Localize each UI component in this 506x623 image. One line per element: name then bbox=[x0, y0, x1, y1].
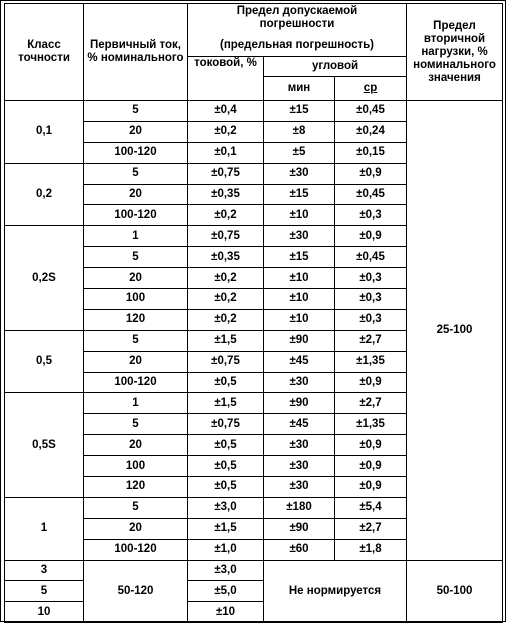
header-error-limit-title: Предел допускаемой погрешности bbox=[236, 5, 358, 30]
accuracy-class-cell: 0,5S bbox=[5, 393, 84, 497]
angle-rad-cell: ±1,35 bbox=[335, 414, 407, 435]
current-error-cell: ±0,5 bbox=[188, 435, 264, 456]
current-error-cell: ±0,2 bbox=[188, 309, 264, 330]
primary-current-cell: 20 bbox=[84, 268, 188, 289]
accuracy-class-cell: 10 bbox=[5, 602, 84, 623]
primary-current-cell: 20 bbox=[84, 121, 188, 142]
angle-not-normalized-cell: Не нормируется bbox=[264, 560, 407, 623]
current-error-cell: ±1,5 bbox=[188, 330, 264, 351]
secondary-load-tail-cell: 50-100 bbox=[407, 560, 503, 623]
header-primary-current: Первичный ток, % номинального bbox=[84, 4, 188, 101]
current-error-cell: ±0,4 bbox=[188, 101, 264, 122]
accuracy-class-cell: 0,2 bbox=[5, 163, 84, 226]
angle-min-cell: ±90 bbox=[264, 518, 335, 539]
accuracy-class-cell: 0,1 bbox=[5, 101, 84, 164]
current-error-cell: ±0,5 bbox=[188, 477, 264, 498]
primary-current-cell: 20 bbox=[84, 435, 188, 456]
accuracy-class-cell: 0,2S bbox=[5, 226, 84, 330]
current-error-cell: ±0,5 bbox=[188, 372, 264, 393]
current-error-cell: ±0,2 bbox=[188, 121, 264, 142]
angle-rad-cell: ±1,35 bbox=[335, 351, 407, 372]
primary-current-cell: 100-120 bbox=[84, 205, 188, 226]
accuracy-class-cell: 5 bbox=[5, 581, 84, 602]
angle-rad-cell: ±0,45 bbox=[335, 184, 407, 205]
primary-current-cell: 120 bbox=[84, 309, 188, 330]
primary-current-cell: 120 bbox=[84, 477, 188, 498]
current-error-cell: ±0,2 bbox=[188, 268, 264, 289]
accuracy-class-cell: 0,5 bbox=[5, 330, 84, 393]
current-error-cell: ±1,5 bbox=[188, 393, 264, 414]
angle-min-cell: ±30 bbox=[264, 163, 335, 184]
angle-rad-cell: ±1,8 bbox=[335, 539, 407, 560]
primary-current-cell: 100 bbox=[84, 456, 188, 477]
angle-min-cell: ±60 bbox=[264, 539, 335, 560]
secondary-load-main-cell: 25-100 bbox=[407, 101, 503, 561]
angle-rad-cell: ±2,7 bbox=[335, 393, 407, 414]
angle-rad-cell: ±0,3 bbox=[335, 289, 407, 310]
current-error-cell: ±0,35 bbox=[188, 247, 264, 268]
current-error-cell: ±1,0 bbox=[188, 539, 264, 560]
angle-min-cell: ±5 bbox=[264, 142, 335, 163]
primary-current-cell: 5 bbox=[84, 330, 188, 351]
current-error-cell: ±5,0 bbox=[188, 581, 264, 602]
angle-min-cell: ±10 bbox=[264, 309, 335, 330]
angle-min-cell: ±30 bbox=[264, 435, 335, 456]
accuracy-class-cell: 3 bbox=[5, 560, 84, 581]
primary-current-cell: 100-120 bbox=[84, 372, 188, 393]
primary-current-cell: 5 bbox=[84, 101, 188, 122]
current-error-cell: ±1,5 bbox=[188, 518, 264, 539]
accuracy-class-cell: 1 bbox=[5, 497, 84, 560]
header-error-limit bbox=[188, 4, 407, 57]
current-error-cell: ±0,2 bbox=[188, 289, 264, 310]
primary-current-cell: 100 bbox=[84, 289, 188, 310]
header-angle-min: мин bbox=[264, 77, 335, 101]
angle-min-cell: ±45 bbox=[264, 414, 335, 435]
angle-min-cell: ±15 bbox=[264, 247, 335, 268]
angle-min-cell: ±30 bbox=[264, 226, 335, 247]
header-accuracy-class: Класс точности bbox=[5, 4, 84, 101]
current-error-cell: ±0,1 bbox=[188, 142, 264, 163]
angle-min-cell: ±15 bbox=[264, 184, 335, 205]
primary-current-cell: 50-120 bbox=[84, 560, 188, 623]
angle-rad-cell: ±0,9 bbox=[335, 372, 407, 393]
angle-min-cell: ±30 bbox=[264, 477, 335, 498]
angle-min-cell: ±90 bbox=[264, 393, 335, 414]
primary-current-cell: 5 bbox=[84, 163, 188, 184]
current-error-cell: ±0,5 bbox=[188, 456, 264, 477]
angle-rad-cell: ±0,3 bbox=[335, 309, 407, 330]
current-error-cell: ±3,0 bbox=[188, 497, 264, 518]
angle-min-cell: ±10 bbox=[264, 205, 335, 226]
primary-current-cell: 20 bbox=[84, 184, 188, 205]
angle-min-cell: ±45 bbox=[264, 351, 335, 372]
angle-min-cell: ±10 bbox=[264, 289, 335, 310]
angle-min-cell: ±30 bbox=[264, 456, 335, 477]
current-error-cell: ±0,2 bbox=[188, 205, 264, 226]
table-row bbox=[5, 101, 503, 122]
primary-current-cell: 20 bbox=[84, 518, 188, 539]
angle-min-cell: ±10 bbox=[264, 268, 335, 289]
current-error-cell: ±0,75 bbox=[188, 226, 264, 247]
angle-min-cell: ±180 bbox=[264, 497, 335, 518]
primary-current-cell: 1 bbox=[84, 226, 188, 247]
angle-min-cell: ±8 bbox=[264, 121, 335, 142]
angle-rad-cell: ±0,9 bbox=[335, 456, 407, 477]
angle-min-cell: ±90 bbox=[264, 330, 335, 351]
angle-rad-cell: ±0,24 bbox=[335, 121, 407, 142]
header-secondary-load: Предел вторичной нагрузки, % номинального значения bbox=[407, 4, 503, 101]
angle-rad-cell: ±2,7 bbox=[335, 330, 407, 351]
current-error-cell: ±0,75 bbox=[188, 163, 264, 184]
header-angle-rad: ср bbox=[335, 77, 407, 101]
header-current-error: токовой, % bbox=[188, 57, 264, 101]
primary-current-cell: 5 bbox=[84, 414, 188, 435]
current-error-cell: ±0,75 bbox=[188, 414, 264, 435]
angle-min-cell: ±30 bbox=[264, 372, 335, 393]
angle-min-cell: ±15 bbox=[264, 101, 335, 122]
current-error-cell: ±10 bbox=[188, 602, 264, 623]
primary-current-cell: 100-120 bbox=[84, 539, 188, 560]
angle-rad-cell: ±2,7 bbox=[335, 518, 407, 539]
angle-rad-cell: ±0,9 bbox=[335, 226, 407, 247]
current-error-cell: ±0,35 bbox=[188, 184, 264, 205]
current-error-cell: ±0,75 bbox=[188, 351, 264, 372]
primary-current-cell: 20 bbox=[84, 351, 188, 372]
angle-rad-cell: ±0,9 bbox=[335, 477, 407, 498]
angle-rad-cell: ±0,9 bbox=[335, 435, 407, 456]
angle-rad-cell: ±0,45 bbox=[335, 101, 407, 122]
current-error-cell: ±3,0 bbox=[188, 560, 264, 581]
primary-current-cell: 1 bbox=[84, 393, 188, 414]
angle-rad-cell: ±0,3 bbox=[335, 205, 407, 226]
accuracy-table bbox=[4, 3, 503, 623]
angle-rad-cell: ±0,9 bbox=[335, 163, 407, 184]
header-angle-error: угловой bbox=[264, 57, 407, 77]
primary-current-cell: 5 bbox=[84, 247, 188, 268]
angle-rad-cell: ±5,4 bbox=[335, 497, 407, 518]
header-limit-error-note: (предельная погрешность) bbox=[219, 39, 375, 51]
table-row bbox=[5, 560, 503, 581]
primary-current-cell: 100-120 bbox=[84, 142, 188, 163]
primary-current-cell: 5 bbox=[84, 497, 188, 518]
angle-rad-cell: ±0,3 bbox=[335, 268, 407, 289]
angle-rad-cell: ±0,45 bbox=[335, 247, 407, 268]
angle-rad-cell: ±0,15 bbox=[335, 142, 407, 163]
